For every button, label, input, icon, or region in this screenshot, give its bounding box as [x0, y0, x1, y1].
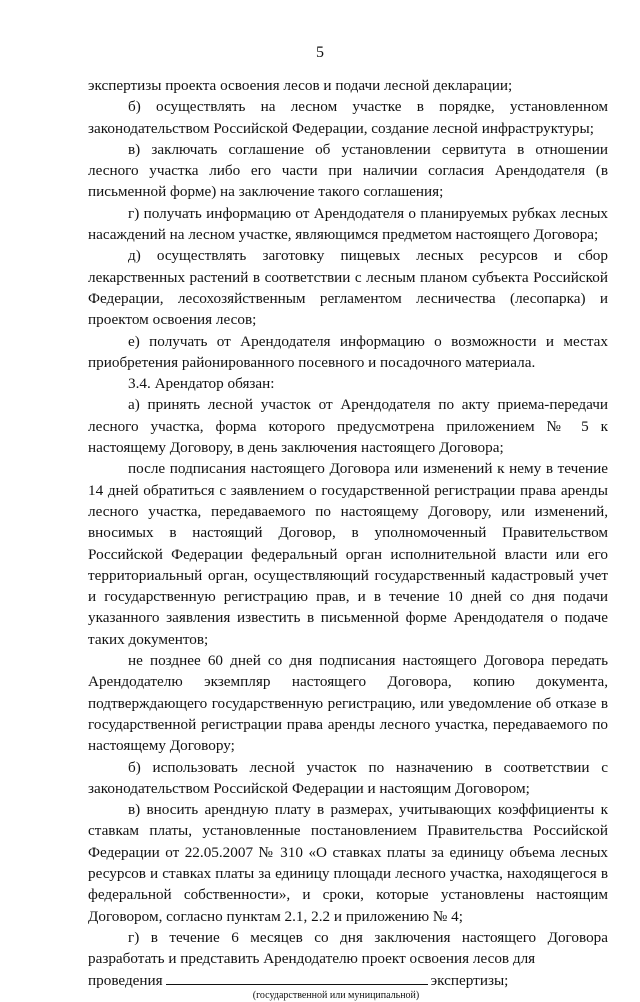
expertise-blank-field — [166, 969, 428, 985]
expertise-line-end: экспертизы; — [430, 972, 509, 990]
section-heading: 3.4. Арендатор обязан: — [128, 375, 275, 393]
paragraph: а) принять лесной участок от Арендодателя по акту приема-передачи лесного участка, форма которого предусмотрена приложением № 5 к настоящему Договору, в день заключения настоящего Договора; — [88, 396, 608, 457]
document-body — [88, 75, 608, 1002]
paragraph: д) осуществлять заготовку пищевых лесных ресурсов и сбор лекарственных растений в соответствии с лесным планом субъекта Российской Федерации, лесохозяйственным регламентом лесничества (лесопарка) и проектом освоения лесов; — [88, 247, 608, 329]
paragraph: б) использовать лесной участок по назначению в соответствии с законодательством Российской Федерации и настоящим Договором; — [88, 758, 608, 797]
paragraph: г) в течение 6 месяцев со дня заключения настоящего Договора разработать и представить Арендодателю проект освоения лесов для — [88, 928, 608, 968]
paragraph: г) получать информацию от Арендодателя о планируемых рубках лесных насаждений на лесном участке, являющимся предметом настоящего Договора; — [88, 204, 608, 244]
blank-field-caption: (государственной или муниципальной) — [252, 989, 420, 1001]
expertise-line — [88, 969, 608, 991]
paragraph: в) вносить арендную плату в размерах, учитывающих коэффициенты к ставкам платы, установленные постановлением Правительства Российской Федерации от 22.05.2007 № 310 «О ставках платы за единицу объема лесных ресурсов и ставках платы за единицу площади лесного участка, находящегося в федеральной собственности», и сроки, которые установлены настоящим Договором, согласно пунктам 2.1, 2.2 и приложению № 4; — [88, 801, 608, 925]
page-number: 5 — [316, 44, 324, 61]
paragraph: не позднее 60 дней со дня подписания настоящего Договора передать Арендодателю экземпляр настоящего Договора, копию документа, подтверждающего государственную регистрацию, или уведомление об отказе в государственной регистрации права аренды лесного участка, передаваемого по настоящему Договору; — [88, 652, 608, 755]
paragraph: в) заключать соглашение об установлении сервитута в отношении лесного участка либо его части при наличии согласия Арендодателя (в письменной форме) на заключение такого соглашения; — [88, 140, 608, 201]
paragraph: е) получать от Арендодателя информацию о возможности и местах приобретения районированного посевного и посадочного материала. — [88, 332, 608, 371]
paragraph: б) осуществлять на лесном участке в порядке, установленном законодательством Российской Федерации, создание лесной инфраструктуры; — [88, 98, 608, 137]
paragraph: экспертизы проекта освоения лесов и подачи лесной декларации; — [88, 77, 513, 94]
paragraph: после подписания настоящего Договора или изменений к нему в течение 14 дней обратиться с заявлением о государственной регистрации права аренды лесного участка, передаваемого по настоящему Договору, или изменений, вносимых в настоящий Договор, в уполномоченный Правительством Российской Федерации федеральный орган исполнительной власти или его территориальный орган, осуществляющий государственный кадастровый учет и государственную регистрацию прав, и в течение 10 дней со дня подачи указанного заявления известить в письменной форме Арендодателя о подаче таких документов; — [88, 460, 608, 648]
expertise-line-start: проведения — [88, 972, 163, 990]
